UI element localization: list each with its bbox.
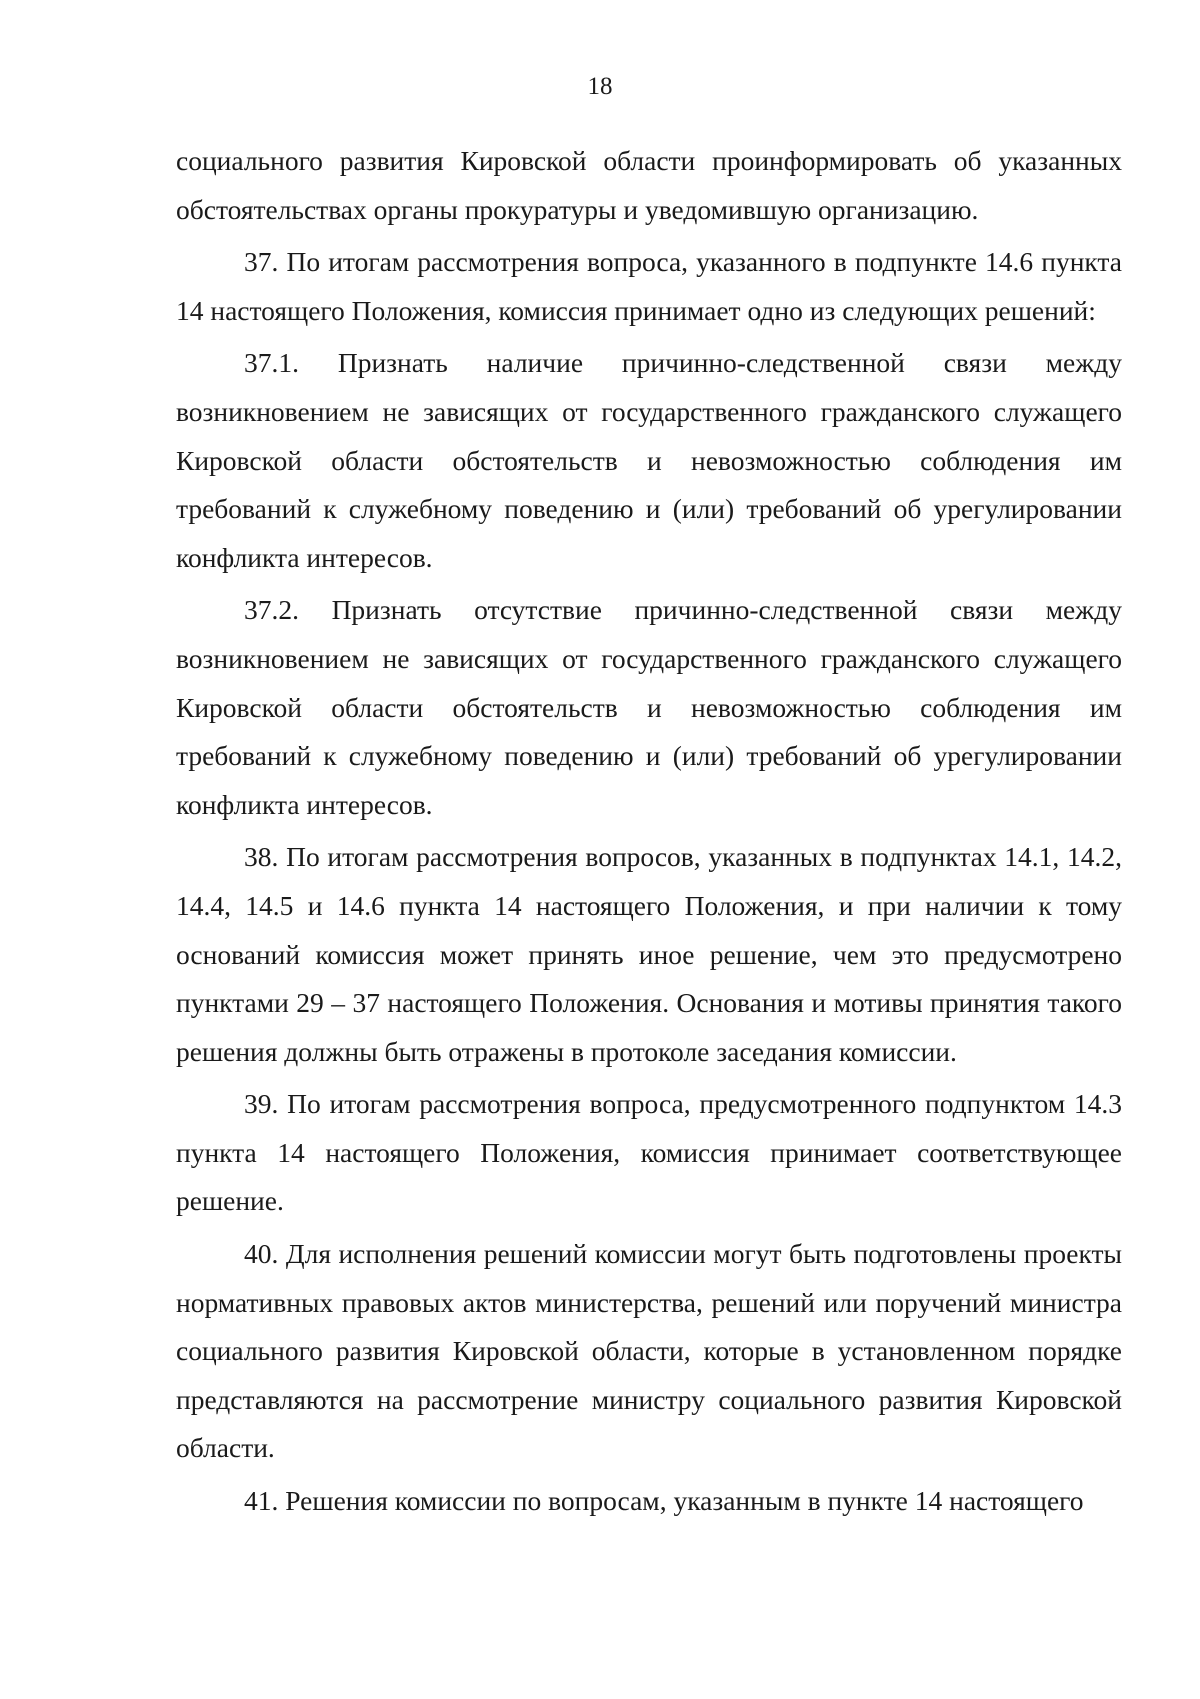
paragraph-37: 37. По итогам рассмотрения вопроса, указанного в подпункте 14.6 пункта 14 настоящего Положения, комиссия принимает одно из следующих решений: <box>176 246 1122 326</box>
paragraph-38: 38. По итогам рассмотрения вопросов, указанных в подпунктах 14.1, 14.2, 14.4, 14.5 и 14.6 пункта 14 настоящего Положения, и при наличии к тому оснований комиссия может принять иное решение, чем это предусмотрено пунктами 29 – 37 настоящего Положения. Основания и мотивы принятия такого решения должны быть отражены в протоколе заседания комиссии. <box>176 841 1122 1067</box>
paragraph-continuation: социального развития Кировской области проинформировать об указанных обстоятельствах органы прокуратуры и уведомившую организацию. <box>176 145 1122 225</box>
paragraph-37-2: 37.2. Признать отсутствие причинно-следственной связи между возникновением не зависящих от государственного гражданского служащего Кировской области обстоятельств и невозможностью соблюдения им требований к служебному поведению и (или) требований об урегулировании конфликта интересов. <box>176 594 1122 820</box>
document-body <box>176 137 1122 1530</box>
paragraph-37-1: 37.1. Признать наличие причинно-следственной связи между возникновением не зависящих от государственного гражданского служащего Кировской области обстоятельств и невозможностью соблюдения им требований к служебному поведению и (или) требований об урегулировании конфликта интересов. <box>176 347 1122 573</box>
page-number: 18 <box>587 73 613 100</box>
paragraph-40: 40. Для исполнения решений комиссии могут быть подготовлены проекты нормативных правовых актов министерства, решений или поручений министра социального развития Кировской области, которые в установленном порядке представляются на рассмотрение министру социального развития Кировской области. <box>176 1238 1122 1464</box>
paragraph-41: 41. Решения комиссии по вопросам, указанным в пункте 14 настоящего <box>244 1485 1084 1517</box>
paragraph-39: 39. По итогам рассмотрения вопроса, предусмотренного подпунктом 14.3 пункта 14 настоящего Положения, комиссия принимает соответствующее решение. <box>176 1088 1122 1217</box>
